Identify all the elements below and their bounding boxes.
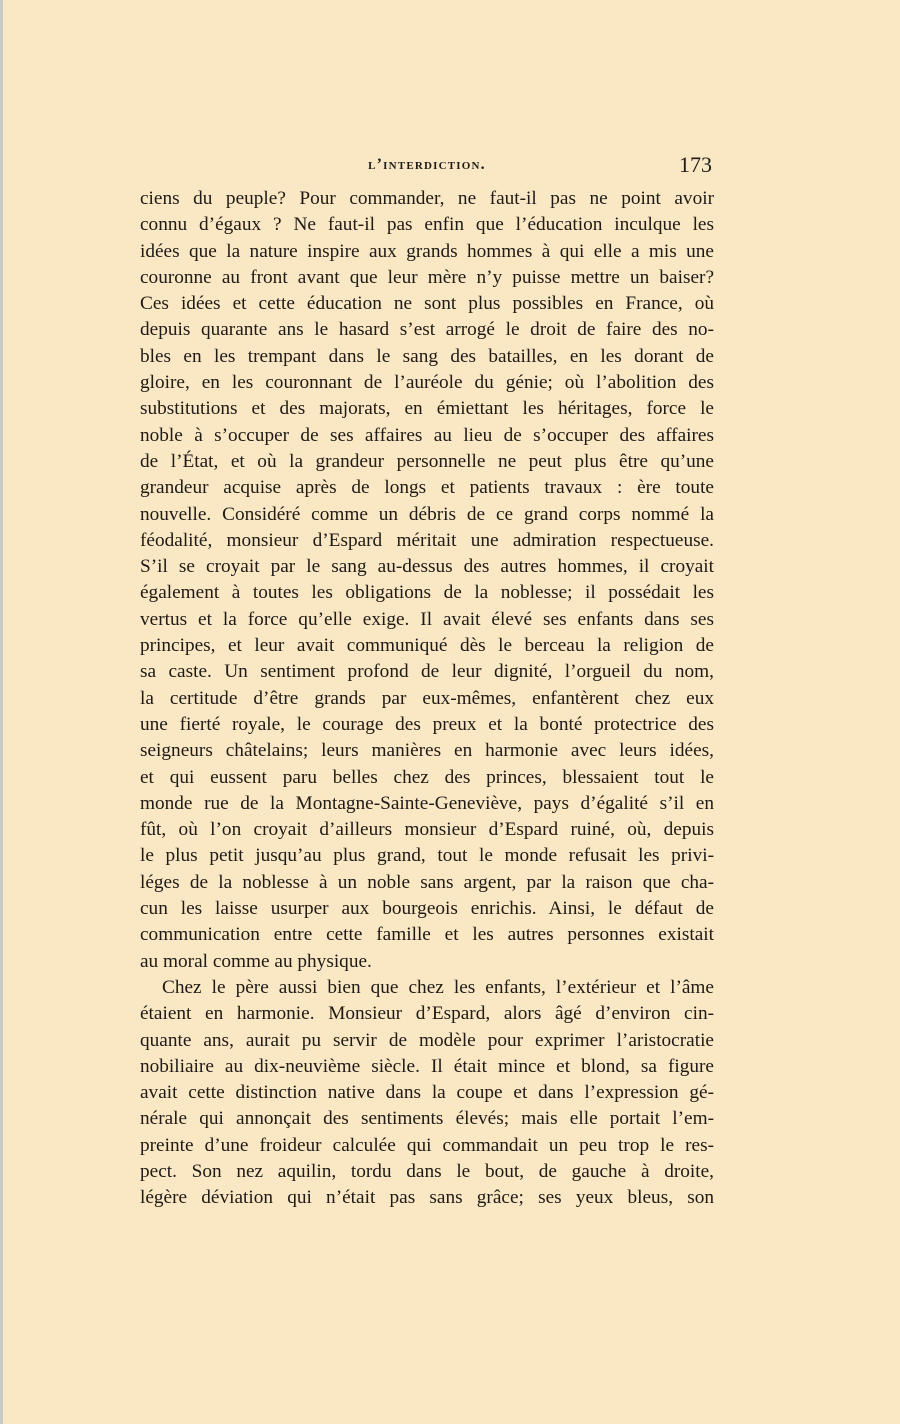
text-line: couronne au front avant que leur mère n’y puisse mettre un baiser? bbox=[140, 266, 714, 288]
text-line: également à toutes les obligations de la noblesse; il possédait les bbox=[140, 582, 714, 604]
text-line: pect. Son nez aquilin, tordu dans le bout, de gauche à droite, bbox=[140, 1160, 714, 1182]
text-line: léges de la noblesse à un noble sans argent, par la raison que cha- bbox=[140, 871, 714, 893]
text-line: sa caste. Un sentiment profond de leur dignité, l’orgueil du nom, bbox=[140, 661, 714, 683]
text-line: noble à s’occuper de ses affaires au lieu de s’occuper des affaires bbox=[140, 424, 714, 446]
text-line: cun les laisse usurper aux bourgeois enrichis. Ainsi, le défaut de bbox=[140, 898, 714, 920]
text-line: nérale qui annonçait des sentiments élevés; mais elle portait l’em- bbox=[140, 1108, 714, 1130]
text-line: le plus petit jusqu’au plus grand, tout le monde refusait les privi- bbox=[140, 845, 714, 867]
text-line: étaient en harmonie. Monsieur d’Espard, alors âgé d’environ cin- bbox=[140, 1003, 714, 1025]
text-line: ciens du peuple? Pour commander, ne faut-il pas ne point avoir bbox=[140, 188, 714, 209]
text-line: principes, et leur avait communiqué dès le berceau la religion de bbox=[140, 635, 714, 657]
text-line: Chez le père aussi bien que chez les enfants, l’extérieur et l’âme bbox=[162, 976, 714, 998]
text-line: substitutions et des majorats, en émiettant les héritages, force le bbox=[140, 398, 714, 420]
text-line: depuis quarante ans le hasard s’est arrogé le droit de faire des no- bbox=[140, 319, 714, 341]
text-line: une fierté royale, le courage des preux et la bonté protectrice des bbox=[140, 713, 714, 735]
text-line: Ces idées et cette éducation ne sont plus possibles en France, où bbox=[140, 293, 714, 315]
text-line: S’il se croyait par le sang au-dessus des autres hommes, il croyait bbox=[140, 556, 714, 578]
running-head bbox=[140, 152, 714, 182]
text-line: au moral comme au physique. bbox=[140, 950, 372, 972]
text-line: la certitude d’être grands par eux-mêmes, enfantèrent chez eux bbox=[140, 687, 714, 709]
text-line: fût, où l’on croyait d’ailleurs monsieur d’Espard ruiné, où, depuis bbox=[140, 819, 714, 841]
text-line: monde rue de la Montagne-Sainte-Geneviève, pays d’égalité s’il en bbox=[140, 792, 714, 814]
body-text bbox=[140, 186, 714, 1212]
text-line: grandeur acquise après de longs et patients travaux : ère toute bbox=[140, 477, 714, 499]
text-line: preinte d’une froideur calculée qui commandait un peu trop le res- bbox=[140, 1134, 714, 1156]
text-line: quante ans, aurait pu servir de modèle pour exprimer l’aristocratie bbox=[140, 1029, 714, 1051]
paragraph bbox=[140, 975, 714, 1212]
text-line: et qui eussent paru belles chez des princes, blessaient tout le bbox=[140, 766, 714, 788]
text-line: connu d’égaux ? Ne faut-il pas enfin que l’éducation inculque les bbox=[140, 214, 714, 236]
paragraph bbox=[140, 186, 714, 975]
text-line: gloire, en les couronnant de l’auréole du génie; où l’abolition des bbox=[140, 372, 714, 394]
text-line: bles en les trempant dans le sang des batailles, en les dorant de bbox=[140, 345, 714, 367]
text-line: légère déviation qui n’était pas sans grâce; ses yeux bleus, son bbox=[140, 1187, 714, 1209]
text-line: vertus et la force qu’elle exige. Il avait élevé ses enfants dans ses bbox=[140, 608, 714, 630]
text-line: de l’État, et où la grandeur personnelle ne peut plus être qu’une bbox=[140, 450, 714, 472]
text-line: idées que la nature inspire aux grands hommes à qui elle a mis une bbox=[140, 240, 714, 262]
text-line: seigneurs châtelains; leurs manières en harmonie avec leurs idées, bbox=[140, 740, 714, 762]
text-line: nobiliaire au dix-neuvième siècle. Il était mince et blond, sa figure bbox=[140, 1055, 714, 1077]
text-line: féodalité, monsieur d’Espard méritait une admiration respectueuse. bbox=[140, 529, 714, 551]
text-line: communication entre cette famille et les autres personnes existait bbox=[140, 924, 714, 946]
text-line: avait cette distinction native dans la coupe et dans l’expression gé- bbox=[140, 1082, 714, 1104]
running-title: l’interdiction. bbox=[368, 156, 486, 173]
page-number: 173 bbox=[679, 152, 712, 177]
text-line: nouvelle. Considéré comme un débris de ce grand corps nommé la bbox=[140, 503, 714, 525]
